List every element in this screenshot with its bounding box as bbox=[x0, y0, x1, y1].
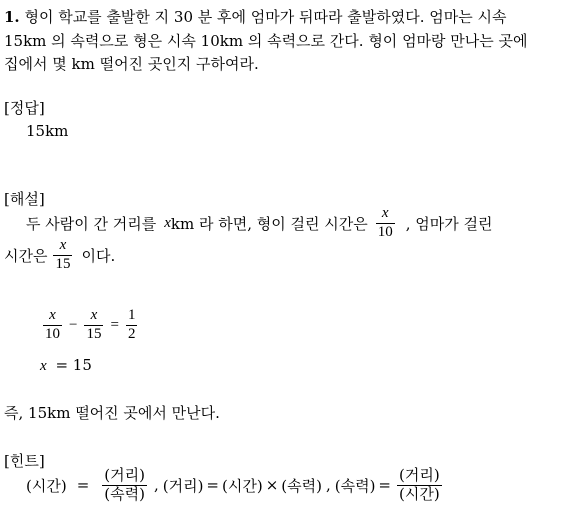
hint-header: [힌트] bbox=[4, 452, 45, 470]
equation-1 bbox=[40, 308, 140, 343]
fraction-denominator: 10 bbox=[45, 325, 60, 342]
problem-line-2: 15km 의 속력으로 형은 시속 10km 의 속력으로 간다. 형이 엄마랑 만나는 곳에 bbox=[4, 32, 528, 50]
fraction-denominator: 15 bbox=[86, 325, 102, 342]
hint-formula bbox=[26, 468, 445, 503]
problem-line-3: 집에서 몇 km 떨어진 곳인지 구하여라. bbox=[4, 55, 259, 73]
equation-rhs: = 15 bbox=[55, 356, 92, 374]
time-term: (시간) bbox=[26, 476, 67, 495]
answer-value: 15km bbox=[26, 122, 69, 140]
explanation-text: 두 사람이 간 거리를 bbox=[26, 214, 157, 233]
explanation-text: km 라 하면, 형이 걸린 시간은 bbox=[170, 214, 368, 233]
explanation-line-2 bbox=[4, 238, 115, 273]
minus-sign: − bbox=[69, 316, 78, 333]
explanation-text: , 엄마가 걸린 bbox=[405, 214, 493, 233]
equals-sign: = bbox=[378, 476, 391, 495]
answer-header: [정답] bbox=[4, 99, 45, 117]
fraction-x-over-10 bbox=[43, 308, 62, 343]
comma: , bbox=[325, 476, 331, 495]
equation-2 bbox=[40, 356, 92, 375]
distance-term: (거리) bbox=[162, 476, 204, 495]
explanation-text: 이다. bbox=[81, 246, 116, 265]
math-variable: x bbox=[164, 214, 171, 231]
fraction-denominator: 2 bbox=[127, 325, 136, 342]
fraction-one-half bbox=[126, 308, 138, 343]
comma: , bbox=[153, 476, 159, 495]
fraction-x-over-15 bbox=[84, 308, 103, 343]
problem-statement bbox=[4, 6, 506, 27]
fraction-denominator: (시간) bbox=[399, 484, 440, 503]
fraction-denominator: 10 bbox=[377, 223, 393, 240]
equals-sign: = bbox=[76, 476, 90, 495]
fraction-denominator: 15 bbox=[55, 255, 71, 272]
fraction-distance-over-time bbox=[397, 468, 442, 503]
fraction-numerator: x bbox=[59, 237, 67, 253]
problem-number: 1. bbox=[4, 8, 20, 26]
explanation-text: 시간은 bbox=[4, 246, 48, 265]
fraction-numerator: (거리) bbox=[399, 466, 440, 484]
equals-sign: = bbox=[110, 316, 119, 333]
fraction-x-over-10 bbox=[376, 206, 395, 241]
fraction-numerator: x bbox=[90, 307, 98, 323]
conclusion: 즉, 15km 떨어진 곳에서 만난다. bbox=[4, 404, 220, 422]
speed-term: (속력) bbox=[334, 476, 376, 495]
time-term: (시간) bbox=[222, 476, 263, 495]
fraction-numerator: 1 bbox=[127, 307, 136, 323]
explanation-line-1 bbox=[26, 206, 493, 241]
fraction-denominator: (속력) bbox=[104, 484, 145, 503]
problem-line-1: 형이 학교를 출발한 지 30 분 후에 엄마가 뒤따라 출발하였다. 엄마는 시속 bbox=[24, 8, 507, 26]
fraction-x-over-15 bbox=[53, 238, 72, 273]
fraction-distance-over-speed bbox=[102, 468, 147, 503]
equals-sign: = bbox=[206, 476, 219, 495]
fraction-numerator: x bbox=[381, 205, 389, 221]
speed-term: (속력) bbox=[281, 476, 322, 495]
fraction-numerator: (거리) bbox=[104, 466, 145, 484]
math-variable: x bbox=[40, 358, 47, 374]
fraction-numerator: x bbox=[49, 307, 56, 323]
explanation-header: [해설] bbox=[4, 190, 45, 208]
times-sign: × bbox=[265, 476, 279, 495]
